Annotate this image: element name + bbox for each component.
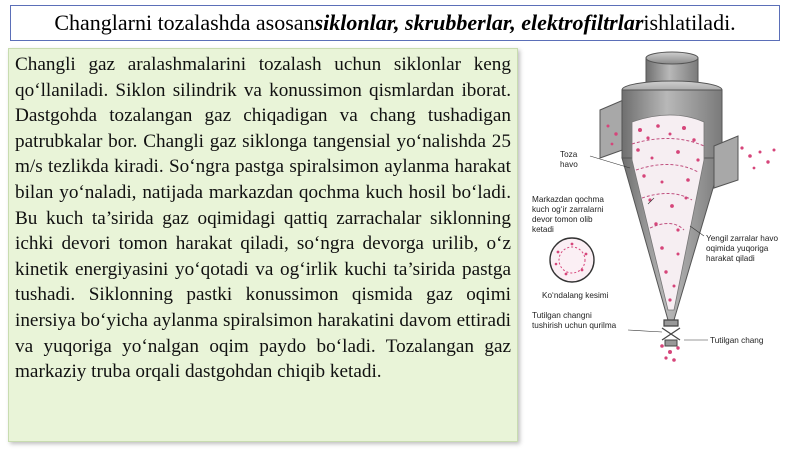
valve-outlet: [665, 340, 677, 346]
cyclone-illustration: [528, 48, 790, 442]
label-collected-dust: Tutilgan chang: [710, 336, 764, 345]
label-clean-air: Toza havo: [560, 150, 578, 169]
outlet-pipe-rim: [646, 52, 698, 64]
label-centrifugal: Markazdan qochma kuch og‘ir zarralarni devor tomon olib ketadi: [532, 195, 604, 234]
cyclone-diagram: [528, 48, 790, 442]
title-prefix: Changlarni tozalashda asosan: [54, 10, 315, 35]
label-discharge-valve: Tutilgan changni tushirish uchun qurilma: [532, 311, 617, 330]
label-light-particles: Yengil zarralar havo oqimida yuqoriga harakat qiladi: [706, 234, 779, 263]
slide-title: [10, 5, 780, 41]
discharge-valve: [662, 320, 680, 340]
title-emphasis: siklonlar, skrubberlar, elektrofiltrlar: [314, 10, 644, 35]
body-paragraph: Changli gaz aralashmalarini tozalash uchun siklonlar keng qo‘llaniladi. Siklon silindrik va konussimon qismlardan iborat. Dastgohda tozalangan gaz chiqadigan va chang tushadigan patrubkalar bor. Changli gaz siklonga tangensial yo‘nalishda 25 m/s tezlikda kiradi. So‘ngra pastga spiralsimon aylanma harakat bilan yo‘naladi, natijada markazdan qochma kuch hosil bo‘ladi. Bu kuch ta’sirida gaz oqimidagi qattiq zarrachalar siklonning ichki devori tomon harakat qiladi, so‘ngra devorga urilib, o‘z kinetik energiyasini yo‘qotadi va og‘irlik kuchi ta’sirida pastga tushadi. Siklonning pastki konussimon qismida gaz oqimi inersiya bo‘yicha aylanma spiralsimon harakatini davom ettiradi va yuqoriga yo‘nalgan oqim paydo bo‘ladi. Tozalangan gaz markaziy truba orqali dastgohdan chiqib ketadi.: [15, 54, 511, 383]
label-cross-section: Ko‘ndalang kesimi: [542, 291, 609, 300]
title-suffix: ishlatiladi.: [643, 10, 736, 35]
text-panel: [8, 48, 518, 442]
